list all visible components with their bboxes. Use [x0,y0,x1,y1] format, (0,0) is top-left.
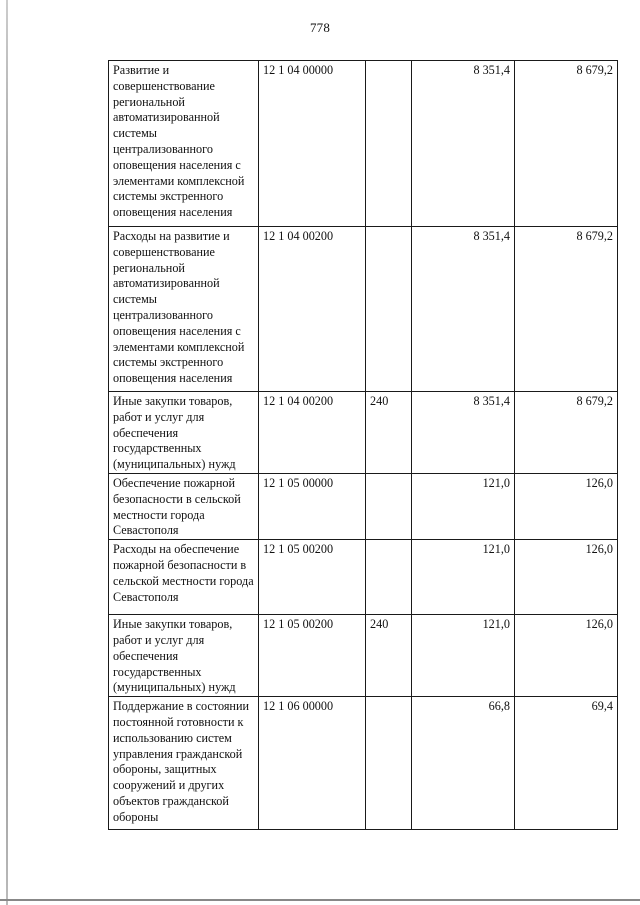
row-code: 12 1 05 00200 [259,615,366,697]
table-row [109,473,618,539]
row-value-2: 126,0 [515,615,618,697]
row-value-1: 121,0 [412,540,515,615]
budget-table [108,60,618,830]
row-code: 12 1 04 00200 [259,227,366,392]
row-value-1: 121,0 [412,473,515,539]
table-row [109,615,618,697]
row-value-1: 121,0 [412,615,515,697]
row-value-2: 8 679,2 [515,392,618,474]
row-value-1: 66,8 [412,697,515,830]
row-code: 12 1 05 00200 [259,540,366,615]
table-row [109,392,618,474]
row-value-1: 8 351,4 [412,227,515,392]
row-value-2: 8 679,2 [515,227,618,392]
row-value-2: 126,0 [515,473,618,539]
row-code: 12 1 04 00000 [259,61,366,227]
table-row [109,697,618,830]
row-expense-type [366,227,412,392]
row-code: 12 1 04 00200 [259,392,366,474]
table-row [109,227,618,392]
page-number: 778 [309,20,331,35]
table-row [109,540,618,615]
row-expense-type: 240 [366,615,412,697]
row-value-1: 8 351,4 [412,61,515,227]
row-value-2: 69,4 [515,697,618,830]
row-name: Обеспечение пожарной безопасности в сельской местности города Севастополя [109,473,259,539]
row-value-1: 8 351,4 [412,392,515,474]
row-name: Иные закупки товаров, работ и услуг для обеспечения государственных (муниципальных) нужд [109,392,259,474]
row-name: Поддержание в состоянии постоянной готовности к использованию систем управления гражданской обороны, защитных сооружений и других объектов гражданской обороны [109,697,259,830]
row-code: 12 1 06 00000 [259,697,366,830]
scan-edge-bottom [0,899,640,901]
row-name: Расходы на развитие и совершенствование региональной автоматизированной системы централизованного оповещения населения с элементами комплексной системы экстренного оповещения населения [109,227,259,392]
row-code: 12 1 05 00000 [259,473,366,539]
row-expense-type: 240 [366,392,412,474]
row-name: Иные закупки товаров, работ и услуг для обеспечения государственных (муниципальных) нужд [109,615,259,697]
row-name: Расходы на обеспечение пожарной безопасности в сельской местности города Севастополя [109,540,259,615]
row-expense-type [366,697,412,830]
row-expense-type [366,473,412,539]
scan-edge-left [6,0,8,905]
row-expense-type [366,61,412,227]
table-row [109,61,618,227]
row-value-2: 126,0 [515,540,618,615]
row-expense-type [366,540,412,615]
row-name: Развитие и совершенствование региональной автоматизированной системы централизованного оповещения населения с элементами комплексной системы экстренного оповещения населения [109,61,259,227]
row-value-2: 8 679,2 [515,61,618,227]
